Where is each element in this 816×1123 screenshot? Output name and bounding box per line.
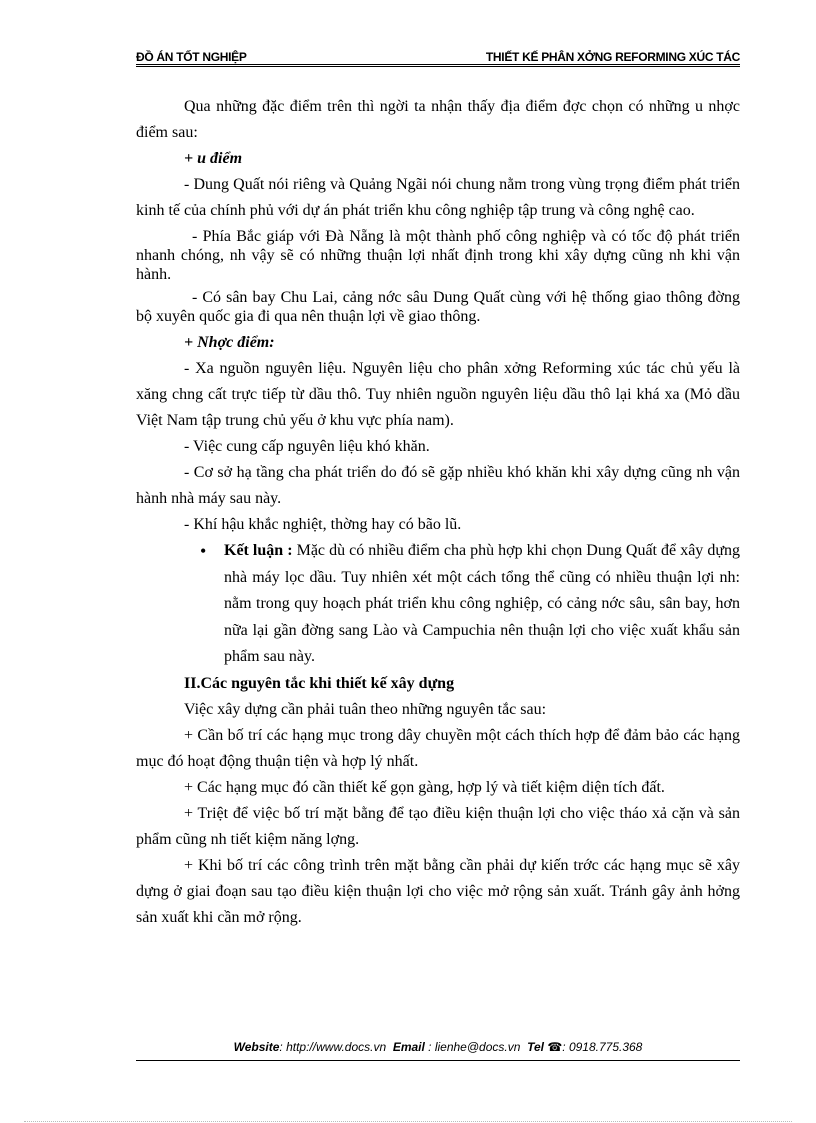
footer-website-link[interactable]: : http://www.docs.vn: [279, 1040, 387, 1054]
page-bottom-divider: [24, 1121, 792, 1122]
footer-email-link[interactable]: : lienhe@docs.vn: [424, 1040, 521, 1054]
principle-item-2: + Các hạng mục đó cần thiết kế gọn gàng, hợp lý và tiết kiệm diện tích đất.: [184, 778, 665, 796]
document-body: [136, 94, 740, 931]
page-footer: [136, 1040, 740, 1061]
page-header: [136, 48, 740, 67]
principle-item-1: + Cần bố trí các hạng mục trong dây chuyền một cách thích hợp để đảm bảo các hạng mục đó hoạt động thuận tiện và hợp lý nhất.: [136, 726, 740, 770]
bullet-dot-icon: •: [200, 541, 207, 561]
principle-item-3: + Triệt để việc bố trí mặt bằng để tạo điều kiện thuận lợi cho việc tháo xả cặn và sản phẩm cũng nh tiết kiệm năng lợng.: [136, 804, 740, 848]
header-right-title: THIẾT KẾ PHÂN XỞNG REFORMING XÚC TÁC: [485, 50, 740, 64]
advantage-item-2: - Phía Bắc giáp với Đà Nẵng là một thành phố công nghiệp và có tốc độ phát triển nhanh chóng, nh vậy sẽ có những thuận lợi nhất định trong khi xây dựng cũng nh khi vận hành.: [136, 228, 740, 283]
footer-tel-label: Tel: [527, 1040, 544, 1054]
principle-item-4: + Khi bố trí các công trình trên mặt bằng cần phải dự kiến trớc các hạng mục sẽ xây dựng ở giai đoạn sau tạo điều kiện thuận lợi cho việc mở rộng sản xuất. Tránh gây ảnh hởng sản xuất khi cần mở rộng.: [136, 856, 740, 926]
conclusion-text: Mặc dù có nhiều điểm cha phù hợp khi chọn Dung Quất để xây dựng nhà máy lọc dầu. Tuy nhiên xét một cách tổng thể cũng có nhiều thuận lợi nh: nằm trong quy hoạch phát triển khu công nghiệp, có cảng nớc sâu, sân bay, hơn nữa lại gần đờng sang Lào và Campuchia nên thuận lợi cho việc xuất khẩu sản phẩm sau này.: [224, 542, 741, 665]
footer-tel-value: : 0918.775.368: [562, 1040, 643, 1054]
header-left-title: ĐỒ ÁN TỐT NGHIỆP: [136, 50, 247, 64]
advantage-item-1: - Dung Quất nói riêng và Quảng Ngãi nói chung nằm trong vùng trọng điểm phát triển kinh tế của chính phủ với dự án phát triển khu công nghiệp tập trung và công nghệ cao.: [136, 176, 740, 219]
advantage-item-3: - Có sân bay Chu Lai, cảng nớc sâu Dung Quất cùng với hệ thống giao thông đờng bộ xuyên quốc gia đi qua nên thuận lợi về giao thông.: [136, 289, 740, 325]
principles-intro: Việc xây dựng cần phải tuân theo những nguyên tắc sau:: [184, 700, 547, 718]
section-2-heading: II.Các nguyên tắc khi thiết kế xây dựng: [184, 674, 455, 692]
advantages-heading: + u điểm: [184, 150, 243, 167]
disadvantage-item-2: - Việc cung cấp nguyên liệu khó khăn.: [184, 438, 430, 455]
intro-paragraph: Qua những đặc điểm trên thì ngời ta nhận thấy địa điểm đợc chọn có những u nhợc điểm sau:: [136, 98, 740, 141]
disadvantage-item-1: - Xa nguồn nguyên liệu. Nguyên liệu cho phân xởng Reforming xúc tác chủ yếu là xăng chng cất trực tiếp từ dầu thô. Tuy nhiên nguồn nguyên liệu dầu thô lại khá xa (Mỏ dầu Việt Nam tập trung chủ yếu ở khu vực phía nam).: [136, 360, 740, 429]
conclusion-label: Kết luận :: [224, 542, 293, 559]
footer-website-label: Website: [233, 1040, 280, 1054]
conclusion-bullet: [136, 538, 740, 671]
footer-email-label: Email: [392, 1040, 425, 1054]
phone-icon: ☎: [547, 1040, 563, 1054]
disadvantage-item-3: - Cơ sở hạ tầng cha phát triển do đó sẽ gặp nhiều khó khăn khi xây dựng cũng nh vận hành nhà máy sau này.: [136, 464, 740, 507]
disadvantage-item-4: - Khí hậu khắc nghiệt, thờng hay có bão lũ.: [184, 516, 462, 533]
disadvantages-heading: + Nhợc điểm:: [184, 334, 275, 351]
